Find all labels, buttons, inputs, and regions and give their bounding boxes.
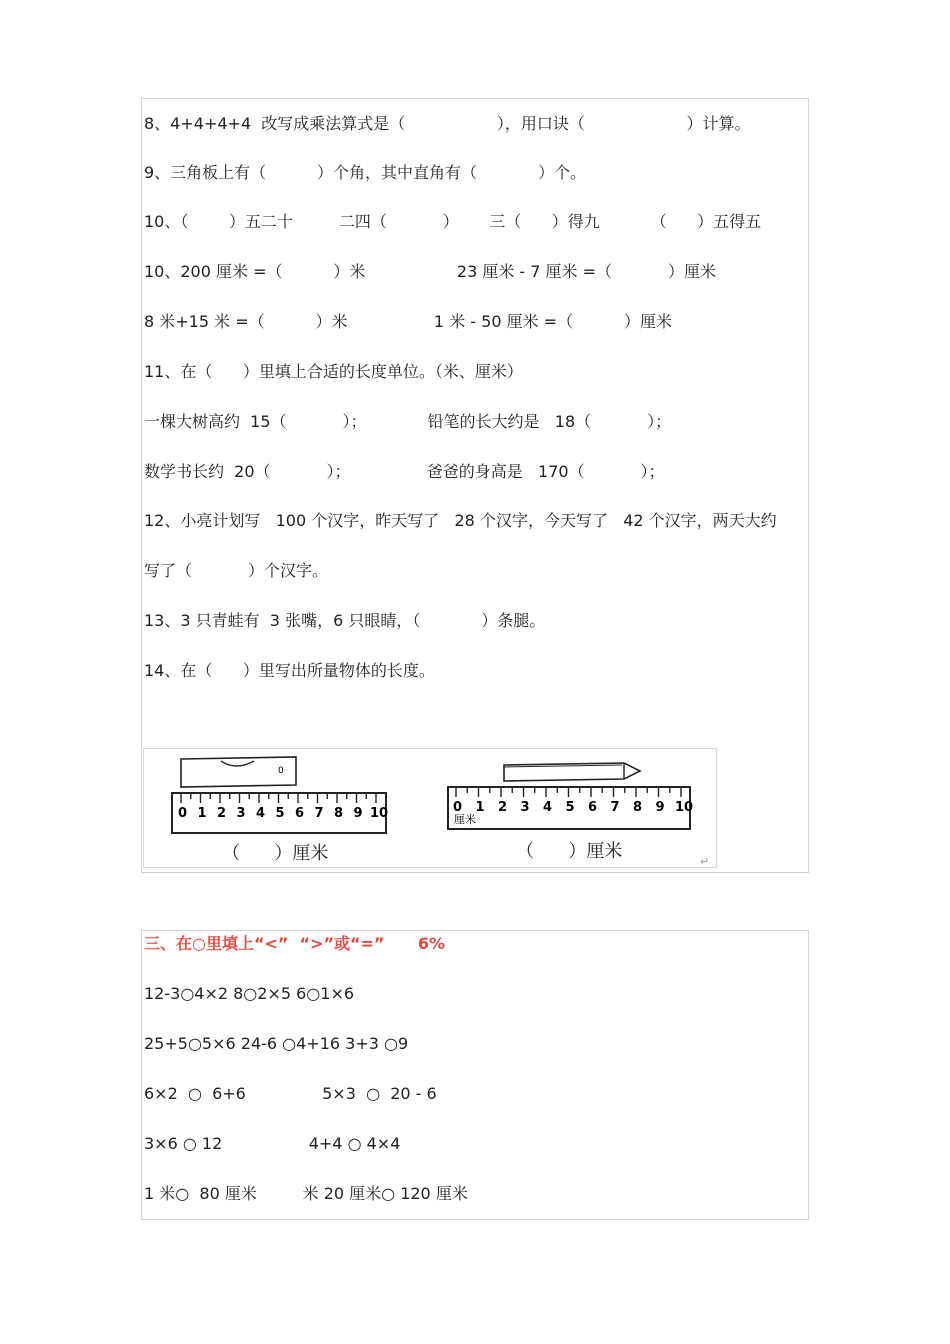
ruler-number: 0 (178, 806, 188, 821)
ruler-number: 8 (334, 806, 344, 821)
question-13: 13、3 只青蛙有 3 张嘴，6 只眼睛，（ ）条腿。 (144, 611, 546, 630)
question-14: 14、在（ ）里写出所量物体的长度。 (144, 661, 435, 680)
compare-line-5: 1 米○ 80 厘米 米 20 厘米○ 120 厘米 (144, 1184, 468, 1203)
section3-frame (141, 930, 809, 1220)
ruler-number: 7 (610, 800, 620, 815)
question-10-multiplication: 10、（ ）五二十 二四（ ） 三（ ）得九 （ ）五得五 (144, 212, 762, 231)
ruler-number: 3 (236, 806, 246, 821)
compare-line-1: 12-3○4×2 8○2×5 6○1×6 (144, 984, 355, 1003)
ruler-number: 0 (453, 800, 463, 815)
ruler-number: 1 (475, 800, 485, 815)
ruler-number: 9 (353, 806, 363, 821)
ruler-number: 4 (543, 800, 553, 815)
ruler-1-ticks (181, 793, 376, 803)
ruler-1-caption: （ ）厘米 (222, 843, 329, 864)
question-10-units-2: 8 米+15 米 =（ ）米 1 米 - 50 厘米 =（ ）厘米 (144, 312, 672, 331)
ruler-number: 5 (565, 800, 575, 815)
ruler-number: 10 (675, 800, 694, 815)
ruler-number: 6 (295, 806, 305, 821)
ruler-number: 3 (520, 800, 530, 815)
question-12-line1: 12、小亮计划写 100 个汉字，昨天写了 28 个汉字，今天写了 42 个汉字，两天大约 (144, 511, 777, 530)
question-10-units: 10、200 厘米 =（ ）米 23 厘米 - 7 厘米 =（ ）厘米 (144, 262, 716, 281)
compare-line-3: 6×2 ○ 6+6 5×3 ○ 20 - 6 (144, 1084, 437, 1103)
ruler-figure (143, 748, 717, 868)
ruler-number: 5 (275, 806, 285, 821)
question-8: 8、4+4+4+4 改写成乘法算式是（ ），用口诀（ ）计算。 (144, 114, 751, 133)
ruler-2-caption: （ ）厘米 (516, 841, 623, 862)
ruler-2-unit: 厘米 (454, 813, 476, 826)
compare-line-4: 3×6 ○ 12 4+4 ○ 4×4 (144, 1134, 401, 1153)
ruler-with-eraser (166, 749, 396, 841)
compare-line-2: 25+5○5×6 24-6 ○4+16 3+3 ○9 (144, 1034, 409, 1053)
ruler-number: 1 (197, 806, 207, 821)
eraser-label: 0 (278, 766, 284, 776)
section3-heading: 三、在○里填上“<” “>”或“=” 6% (144, 934, 446, 953)
question-12-line2: 写了（ ）个汉字。 (144, 561, 328, 580)
question-11-a: 一棵大树高约 15（ ）； 铅笔的长大约是 18（ ）； (144, 412, 672, 431)
ruler-number: 7 (314, 806, 324, 821)
ruler-with-pencil (444, 749, 704, 841)
ruler-number: 8 (633, 800, 643, 815)
paragraph-return-mark: ↵ (700, 855, 710, 868)
ruler-number: 2 (498, 800, 508, 815)
ruler-number: 2 (217, 806, 227, 821)
question-11: 11、在（ ）里填上合适的长度单位。（米、厘米） (144, 362, 523, 381)
ruler-number: 10 (370, 806, 389, 821)
ruler-number: 9 (655, 800, 665, 815)
question-11-b: 数学书长约 20（ ）； 爸爸的身高是 170（ ）； (144, 462, 665, 481)
ruler-number: 6 (588, 800, 598, 815)
ruler-1-numbers (178, 806, 388, 821)
question-9: 9、三角板上有（ ）个角，其中直角有（ ）个。 (144, 163, 587, 182)
ruler-2-ticks (456, 787, 681, 797)
ruler-2-numbers (453, 800, 693, 815)
ruler-number: 4 (256, 806, 266, 821)
